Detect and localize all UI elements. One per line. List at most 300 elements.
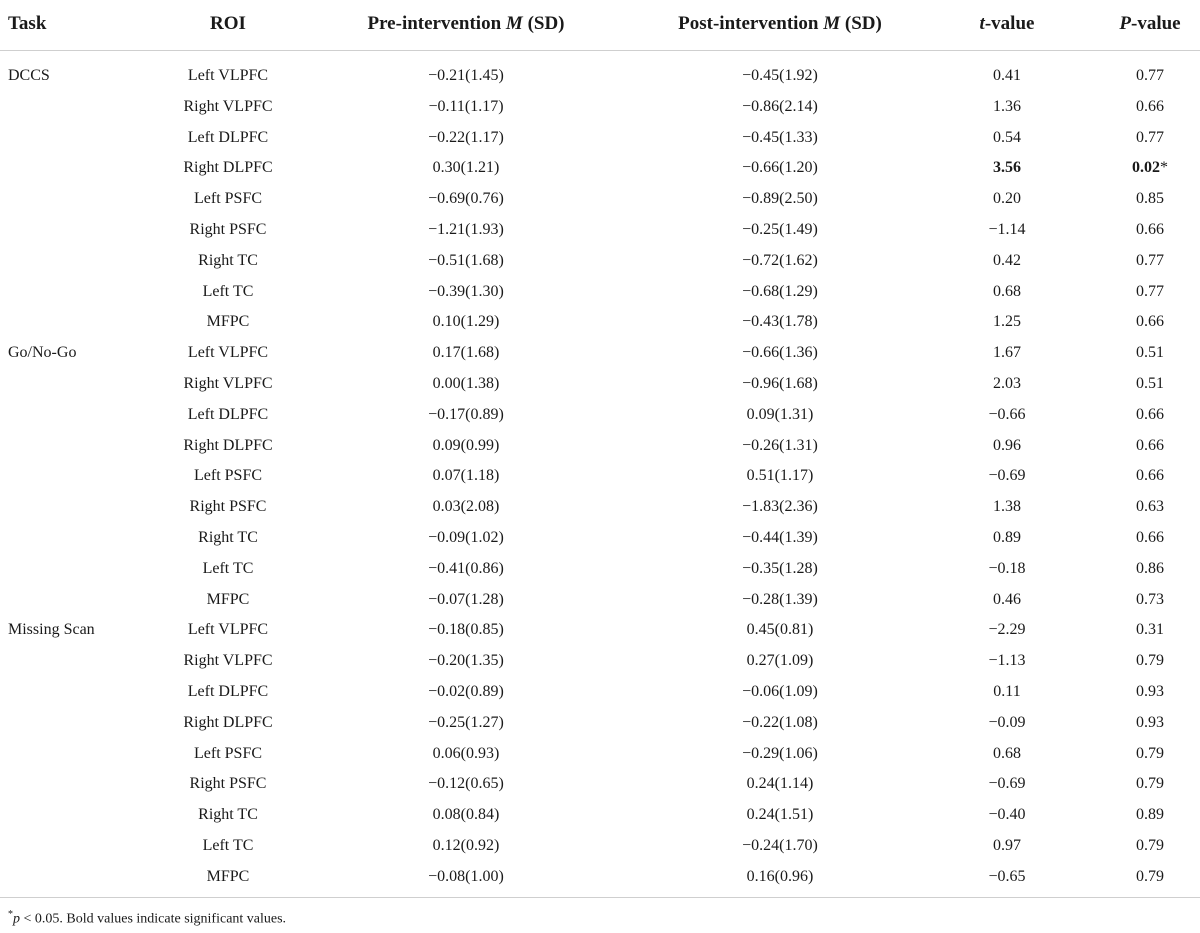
cell-task-text: Missing Scan [8, 621, 95, 639]
table-row [0, 831, 1200, 862]
cell-pre [428, 591, 504, 609]
cell-pre-text: 0.30(1.21) [432, 159, 500, 177]
table-row [0, 708, 1200, 739]
cell-t-value [993, 437, 1021, 455]
significance-mark: * [1160, 159, 1168, 177]
table-row [0, 800, 1200, 831]
cell-post [747, 652, 814, 670]
cell-post [747, 806, 814, 824]
cell-task-text: Go/No-Go [8, 344, 77, 362]
cell-t-value-text: 3.56 [993, 159, 1021, 177]
cell-roi [188, 683, 268, 701]
cell-roi [183, 437, 272, 455]
cell-t-value-text: 0.96 [993, 436, 1021, 454]
cell-post-text: 0.16(0.96) [746, 867, 814, 885]
cell-pre [428, 67, 504, 85]
cell-pre [428, 129, 504, 147]
cell-t-value-text: 0.11 [993, 683, 1021, 700]
cell-post-text: −1.83(2.36) [742, 498, 818, 516]
cell-t-value [993, 252, 1021, 270]
cell-p-value-text: 0.66 [1136, 436, 1164, 454]
table-row [0, 585, 1200, 616]
cell-p-value [1136, 406, 1164, 424]
cell-pre-text: 0.08(0.84) [432, 806, 500, 824]
cell-task [8, 344, 76, 362]
cell-p-value-text: 0.85 [1136, 190, 1164, 208]
cell-t-value-text: −0.66 [988, 405, 1026, 423]
cell-p-value [1136, 868, 1164, 886]
cell-t-value [993, 529, 1021, 547]
footnote-mark: * [8, 909, 13, 920]
cell-p-value [1136, 560, 1164, 578]
cell-pre-text: −1.21(1.93) [428, 221, 504, 238]
header-pre-suffix: (SD) [522, 13, 565, 34]
cell-roi [203, 560, 254, 578]
cell-post-text: −0.24(1.70) [742, 837, 818, 854]
cell-t-value-text: −2.29 [988, 621, 1026, 639]
cell-pre-text: −0.51(1.68) [428, 251, 504, 269]
cell-roi-text: Right PSFC [189, 775, 267, 793]
cell-p-value-text: 0.66 [1136, 221, 1164, 238]
cell-roi [183, 159, 272, 177]
cell-p-value-text: 0.77 [1136, 282, 1164, 300]
cell-roi [207, 313, 250, 331]
header-post-suffix: (SD) [840, 13, 882, 34]
table-row [0, 615, 1200, 646]
cell-pre [428, 775, 504, 793]
cell-p-value-text: 0.51 [1136, 375, 1164, 392]
cell-p-value [1136, 221, 1164, 239]
cell-post-text: −0.35(1.28) [742, 559, 818, 577]
cell-roi-text: Right PSFC [189, 221, 267, 238]
cell-p-value [1136, 98, 1164, 116]
cell-roi-text: MFPC [206, 867, 250, 885]
cell-post-text: 0.45(0.81) [746, 621, 814, 639]
cell-pre [428, 98, 503, 116]
table-row [0, 215, 1200, 246]
cell-roi [203, 837, 254, 855]
cell-p-value [1136, 252, 1164, 270]
cell-p-value [1136, 344, 1164, 362]
cell-t-value-text: 1.38 [993, 498, 1021, 516]
cell-p-value [1136, 437, 1164, 455]
cell-t-value-text: 0.46 [993, 590, 1021, 608]
header-pre-intervention [367, 13, 564, 35]
cell-p-value [1136, 591, 1164, 609]
table-row [0, 153, 1200, 184]
cell-roi [198, 252, 258, 270]
cell-pre [428, 868, 504, 886]
cell-task-text: DCCS [8, 67, 50, 84]
cell-p-value-text: 0.77 [1136, 128, 1164, 146]
cell-t-value-text: 1.36 [993, 97, 1021, 115]
cell-p-value-text: 0.66 [1136, 405, 1164, 423]
cell-p-value [1136, 129, 1164, 147]
cell-post [747, 775, 814, 793]
cell-roi [188, 406, 268, 424]
cell-p-value [1136, 775, 1164, 793]
cell-pre [428, 652, 504, 670]
cell-pre [433, 498, 500, 516]
cell-post-text: −0.89(2.50) [742, 190, 818, 208]
cell-roi-text: Right DLPFC [183, 436, 273, 454]
cell-roi [190, 498, 267, 516]
cell-post [742, 67, 818, 85]
cell-pre-text: −0.08(1.00) [428, 867, 504, 885]
cell-post [742, 283, 818, 301]
cell-roi-text: Right PSFC [189, 498, 267, 516]
header-t-suffix: -value [984, 13, 1035, 34]
cell-pre-text: −0.39(1.30) [428, 282, 504, 300]
cell-post [742, 190, 818, 208]
cell-t-value [988, 714, 1025, 732]
cell-t-value-text: −1.13 [988, 652, 1026, 670]
cell-post [742, 252, 818, 270]
cell-post [742, 129, 818, 147]
table-row [0, 369, 1200, 400]
cell-p-value [1136, 683, 1164, 701]
cell-post [742, 837, 818, 855]
header-pre-m: M [505, 13, 523, 34]
cell-t-value [988, 868, 1025, 886]
cell-post [742, 221, 818, 239]
header-p-value [1119, 13, 1180, 35]
cell-post [742, 437, 818, 455]
cell-post [747, 621, 814, 639]
cell-post [742, 560, 818, 578]
cell-roi [183, 714, 272, 732]
cell-roi [190, 221, 267, 239]
cell-pre [428, 621, 504, 639]
cell-pre [428, 529, 504, 547]
cell-post [742, 683, 818, 701]
cell-t-value [988, 406, 1025, 424]
cell-post-text: −0.44(1.39) [742, 529, 818, 546]
cell-roi-text: Left PSFC [193, 744, 263, 762]
cell-p-value [1136, 652, 1164, 670]
cell-p-value [1136, 313, 1164, 331]
cell-roi [194, 467, 262, 485]
header-post-prefix: Post-intervention [678, 13, 824, 34]
cell-t-value-text: −0.09 [988, 713, 1026, 731]
table-row [0, 523, 1200, 554]
cell-post [742, 714, 818, 732]
cell-p-value-text: 0.79 [1136, 775, 1164, 793]
cell-t-value [993, 745, 1021, 763]
cell-p-value [1136, 837, 1164, 855]
header-t-italic: t [979, 13, 985, 34]
cell-roi-text: Left PSFC [193, 190, 263, 208]
cell-t-value [993, 313, 1021, 331]
cell-post [742, 313, 818, 331]
table-row [0, 184, 1200, 215]
cell-pre-text: −0.11(1.17) [428, 97, 504, 115]
cell-post-text: −0.72(1.62) [742, 251, 818, 269]
cell-roi-text: Left VLPFC [187, 67, 269, 84]
cell-pre-text: −0.21(1.45) [428, 67, 504, 84]
cell-t-value [993, 67, 1021, 85]
cell-p-value-text: 0.93 [1136, 683, 1164, 700]
cell-t-value [988, 775, 1025, 793]
cell-p-value-text: 0.73 [1136, 590, 1164, 608]
cell-roi [188, 621, 268, 639]
cell-t-value-text: 0.68 [993, 282, 1021, 300]
cell-p-value-text: 0.51 [1136, 344, 1164, 362]
header-post-intervention [678, 13, 882, 35]
cell-roi [188, 129, 268, 147]
cell-pre [433, 837, 500, 855]
cell-pre [428, 560, 504, 578]
cell-p-value-text: 0.89 [1136, 806, 1164, 824]
cell-t-value [993, 283, 1021, 301]
cell-post [742, 344, 818, 362]
table-header-row [0, 0, 1200, 50]
cell-p-value-text: 0.79 [1136, 744, 1164, 762]
cell-t-value [993, 129, 1021, 147]
cell-roi [183, 375, 272, 393]
cell-p-value-text: 0.66 [1136, 467, 1164, 485]
table-row [0, 554, 1200, 585]
cell-p-value [1132, 159, 1168, 177]
cell-pre-text: 0.03(2.08) [432, 498, 500, 516]
cell-pre-text: −0.18(0.85) [428, 621, 504, 639]
cell-post-text: −0.06(1.09) [742, 683, 818, 700]
cell-t-value [988, 621, 1025, 639]
cell-pre [433, 806, 500, 824]
cell-post-text: 0.27(1.09) [746, 652, 814, 670]
cell-p-value-text: 0.79 [1136, 652, 1164, 670]
cell-post [742, 375, 818, 393]
cell-roi [188, 344, 268, 362]
bottom-divider [0, 897, 1200, 898]
cell-pre-text: 0.12(0.92) [432, 837, 500, 854]
cell-post-text: −0.66(1.20) [742, 159, 818, 177]
cell-t-value [993, 190, 1021, 208]
cell-pre-text: −0.12(0.65) [428, 775, 504, 793]
cell-post [742, 745, 818, 763]
cell-pre-text: −0.07(1.28) [428, 590, 504, 608]
header-divider [0, 50, 1200, 51]
cell-post-text: −0.68(1.29) [742, 282, 818, 300]
cell-roi [207, 591, 250, 609]
cell-pre [428, 190, 504, 208]
cell-p-value-text: 0.77 [1136, 67, 1164, 84]
table-row [0, 92, 1200, 123]
cell-t-value-text: 1.25 [993, 313, 1021, 331]
cell-roi-text: Left VLPFC [187, 344, 269, 362]
cell-t-value [988, 467, 1025, 485]
cell-t-value [993, 683, 1020, 701]
cell-t-value-text: −0.69 [988, 775, 1026, 793]
cell-roi [198, 806, 258, 824]
cell-p-value [1136, 621, 1164, 639]
cell-roi-text: Right TC [198, 251, 258, 269]
table-row [0, 246, 1200, 277]
cell-t-value [993, 344, 1021, 362]
header-t-value [980, 13, 1035, 35]
table-row [0, 431, 1200, 462]
cell-pre [433, 437, 500, 455]
cell-pre [428, 252, 504, 270]
cell-p-value [1136, 190, 1164, 208]
cell-t-value [993, 591, 1021, 609]
cell-roi [183, 98, 272, 116]
cell-p-value-text: 0.66 [1136, 313, 1164, 331]
cell-p-value-text: 0.93 [1136, 713, 1164, 731]
cell-pre [433, 375, 500, 393]
cell-post-text: −0.45(1.33) [742, 128, 818, 146]
cell-post-text: −0.26(1.31) [742, 436, 818, 454]
cell-pre [428, 683, 504, 701]
cell-roi-text: Left TC [202, 837, 254, 854]
cell-roi-text: Left TC [202, 559, 254, 577]
cell-t-value [993, 98, 1021, 116]
header-p-italic: P [1119, 13, 1131, 34]
cell-pre-text: −0.22(1.17) [428, 128, 504, 146]
cell-pre-text: −0.20(1.35) [428, 652, 504, 670]
cell-t-value [988, 560, 1025, 578]
cell-roi [194, 745, 262, 763]
table-row [0, 646, 1200, 677]
cell-roi-text: Right VLPFC [183, 97, 273, 115]
cell-post-text: −0.43(1.78) [742, 313, 818, 331]
cell-roi-text: Left PSFC [193, 467, 263, 485]
cell-t-value-text: −0.18 [988, 559, 1026, 577]
cell-t-value-text: 0.97 [993, 837, 1021, 854]
cell-pre [433, 159, 500, 177]
cell-pre-text: −0.41(0.86) [428, 559, 504, 577]
cell-post-text: −0.86(2.14) [742, 97, 818, 115]
cell-post-text: 0.09(1.31) [746, 405, 814, 423]
cell-p-value-text: 0.66 [1136, 529, 1164, 546]
cell-post [742, 498, 818, 516]
cell-p-value-text: 0.66 [1136, 97, 1164, 115]
cell-t-value [993, 498, 1021, 516]
cell-post-text: 0.51(1.17) [746, 467, 814, 485]
table-row [0, 492, 1200, 523]
header-post-m: M [823, 13, 841, 34]
cell-roi-text: Left VLPFC [187, 621, 269, 639]
cell-t-value-text: 0.89 [993, 529, 1021, 546]
cell-pre [433, 467, 500, 485]
cell-pre [428, 283, 504, 301]
table-row [0, 461, 1200, 492]
footnote-text: < 0.05. Bold values indicate significant values. [20, 911, 287, 927]
cell-t-value-text: −0.69 [988, 467, 1026, 485]
cell-roi-text: Left DLPFC [187, 128, 269, 146]
cell-post [747, 868, 814, 886]
cell-t-value [993, 159, 1021, 177]
cell-post-text: −0.66(1.36) [742, 344, 818, 362]
cell-t-value-text: 0.68 [993, 744, 1021, 762]
cell-roi-text: Right DLPFC [183, 713, 273, 731]
table-row [0, 677, 1200, 708]
cell-pre [433, 344, 500, 362]
cell-post-text: −0.28(1.39) [742, 590, 818, 608]
table-row [0, 338, 1200, 369]
table-row [0, 739, 1200, 770]
table-row [0, 769, 1200, 800]
table-row [0, 862, 1200, 893]
cell-p-value-text: 0.31 [1136, 621, 1164, 639]
cell-post-text: −0.22(1.08) [742, 713, 818, 731]
footnote-p: p [13, 911, 20, 927]
cell-t-value-text: 0.54 [993, 128, 1021, 146]
cell-pre-text: −0.25(1.27) [428, 713, 504, 731]
cell-post-text: 0.24(1.51) [746, 806, 814, 824]
table-row [0, 61, 1200, 92]
cell-roi [194, 190, 262, 208]
cell-post-text: −0.96(1.68) [742, 375, 818, 392]
cell-t-value-text: 1.67 [993, 344, 1021, 362]
cell-pre-text: −0.69(0.76) [428, 190, 504, 208]
cell-t-value [993, 837, 1021, 855]
cell-t-value-text: 0.42 [993, 251, 1021, 269]
cell-p-value-text: 0.02 [1132, 159, 1160, 177]
cell-post [742, 529, 818, 547]
cell-post-text: −0.45(1.92) [742, 67, 818, 84]
cell-t-value [988, 652, 1025, 670]
cell-post-text: −0.25(1.49) [742, 221, 818, 238]
cell-t-value-text: −0.65 [988, 867, 1026, 885]
cell-t-value [988, 806, 1025, 824]
table-row [0, 277, 1200, 308]
cell-post [742, 98, 818, 116]
cell-t-value-text: 0.20 [993, 190, 1021, 208]
header-p-suffix: -value [1131, 13, 1181, 34]
cell-roi-text: Right VLPFC [183, 375, 273, 392]
cell-pre [428, 221, 504, 239]
cell-task [8, 67, 50, 85]
header-roi: ROI [210, 13, 246, 34]
cell-roi [198, 529, 258, 547]
cell-pre-text: 0.06(0.93) [432, 744, 500, 762]
cell-pre-text: 0.07(1.18) [432, 467, 500, 485]
cell-roi-text: Right VLPFC [183, 652, 273, 670]
cell-pre [428, 714, 504, 732]
cell-p-value-text: 0.79 [1136, 837, 1164, 854]
cell-p-value-text: 0.79 [1136, 867, 1164, 885]
cell-post [747, 467, 814, 485]
cell-pre [433, 745, 500, 763]
cell-t-value-text: −1.14 [988, 221, 1026, 238]
table-footnote [8, 909, 286, 928]
cell-roi [190, 775, 267, 793]
cell-t-value [988, 221, 1025, 239]
cell-post [742, 591, 818, 609]
cell-pre-text: −0.17(0.89) [428, 405, 504, 423]
cell-pre-text: 0.00(1.38) [432, 375, 500, 392]
cell-roi-text: MFPC [206, 313, 250, 331]
cell-p-value [1136, 714, 1164, 732]
cell-p-value [1136, 375, 1164, 393]
cell-task [8, 621, 95, 639]
cell-roi-text: Right TC [198, 529, 258, 546]
cell-pre-text: −0.02(0.89) [428, 683, 504, 700]
cell-t-value-text: −0.40 [988, 806, 1026, 824]
cell-post [742, 159, 818, 177]
cell-pre-text: 0.09(0.99) [432, 436, 500, 454]
cell-p-value [1136, 467, 1164, 485]
cell-post-text: −0.29(1.06) [742, 744, 818, 762]
cell-roi-text: Left DLPFC [187, 683, 269, 700]
cell-pre-text: 0.10(1.29) [432, 313, 500, 331]
cell-p-value [1136, 67, 1164, 85]
cell-p-value [1136, 498, 1164, 516]
cell-pre-text: −0.09(1.02) [428, 529, 504, 546]
cell-roi-text: MFPC [206, 590, 250, 608]
cell-p-value [1136, 745, 1164, 763]
